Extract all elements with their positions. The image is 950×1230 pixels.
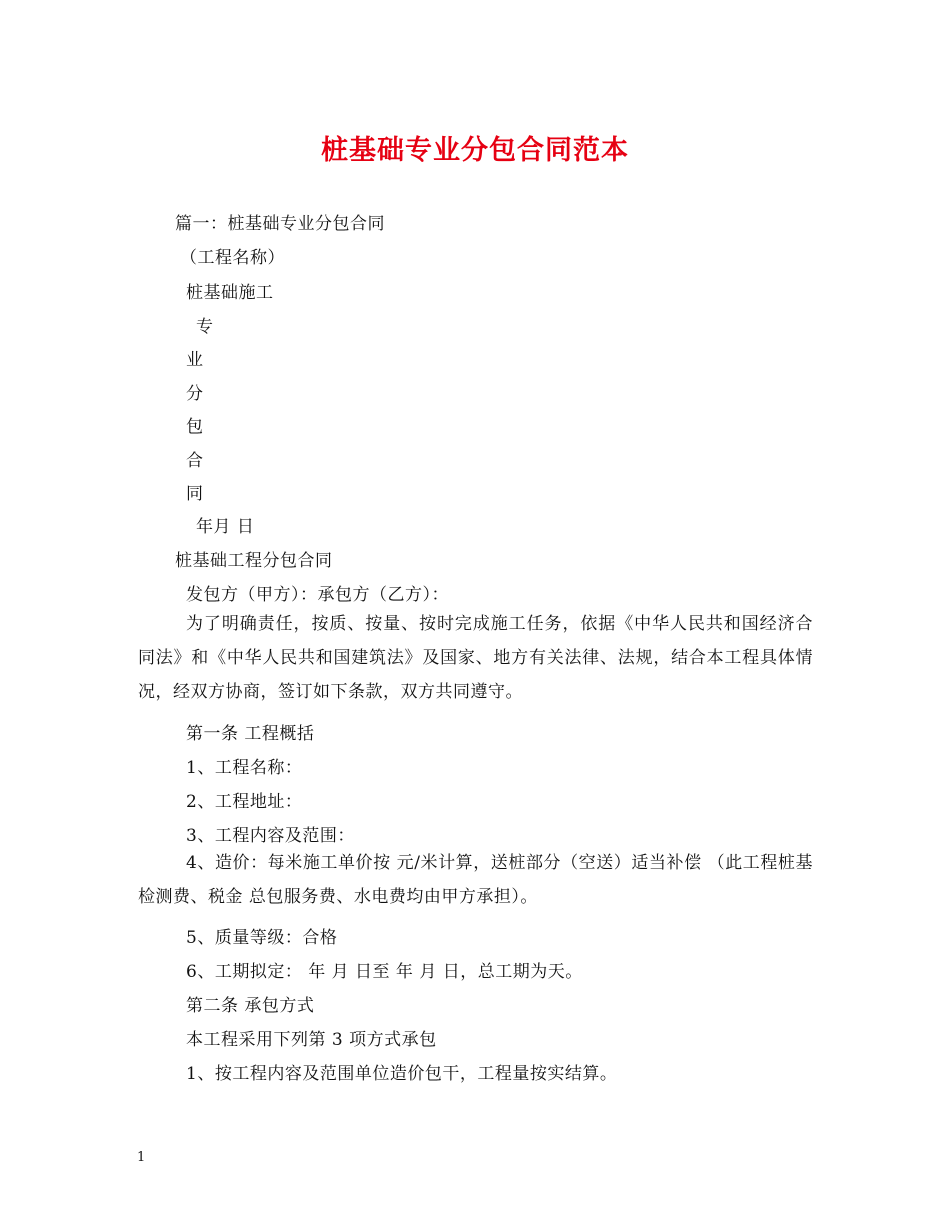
- work-name: 桩基础施工: [186, 283, 274, 303]
- article1-item6: 6、工期拟定： 年 月 日至 年 月 日，总工期为天。: [186, 962, 583, 982]
- vertical-char: 包: [186, 417, 204, 437]
- document-title: 桩基础专业分包合同范本: [321, 135, 629, 166]
- parties-line: 发包方（甲方）：承包方（乙方）：: [186, 585, 449, 605]
- section-heading: 篇一：桩基础专业分包合同: [175, 214, 385, 234]
- page-number: 1: [137, 1150, 146, 1165]
- article1-item5: 5、质量等级：合格: [186, 928, 338, 948]
- date-line: 年月 日: [196, 517, 255, 537]
- vertical-char: 同: [186, 484, 204, 504]
- article1-item2: 2、工程地址：: [186, 792, 303, 812]
- contract-title: 桩基础工程分包合同: [175, 551, 333, 571]
- article2-item1: 1、按工程内容及范围单位造价包干，工程量按实结算。: [186, 1064, 618, 1084]
- article1-heading: 第一条 工程概括: [186, 724, 315, 744]
- vertical-char: 分: [186, 384, 204, 404]
- intro-paragraph: 为了明确责任，按质、按量、按时完成施工任务，依据《中华人民共和国经济合同法》和《中华人民共和国建筑法》及国家、地方有关法律、法规，结合本工程具体情况，经双方协商，签订如下条款，双方共同遵守。: [138, 614, 813, 702]
- article2-method: 本工程采用下列第 3 项方式承包: [186, 1030, 437, 1050]
- vertical-char: 业: [186, 350, 204, 370]
- article1-item3: 3、工程内容及范围：: [186, 826, 355, 846]
- vertical-char: 合: [186, 451, 204, 471]
- article1-item4: 4、造价：每米施工单价按 元/米计算，送桩部分（空送）适当补偿 （此工程桩基检测费、税金 总包服务费、水电费均由甲方承担）。: [138, 853, 813, 907]
- article1-item1: 1、工程名称：: [186, 758, 303, 778]
- vertical-char: 专: [196, 317, 214, 337]
- article2-heading: 第二条 承包方式: [186, 996, 315, 1016]
- project-name-label: （工程名称）: [180, 248, 285, 268]
